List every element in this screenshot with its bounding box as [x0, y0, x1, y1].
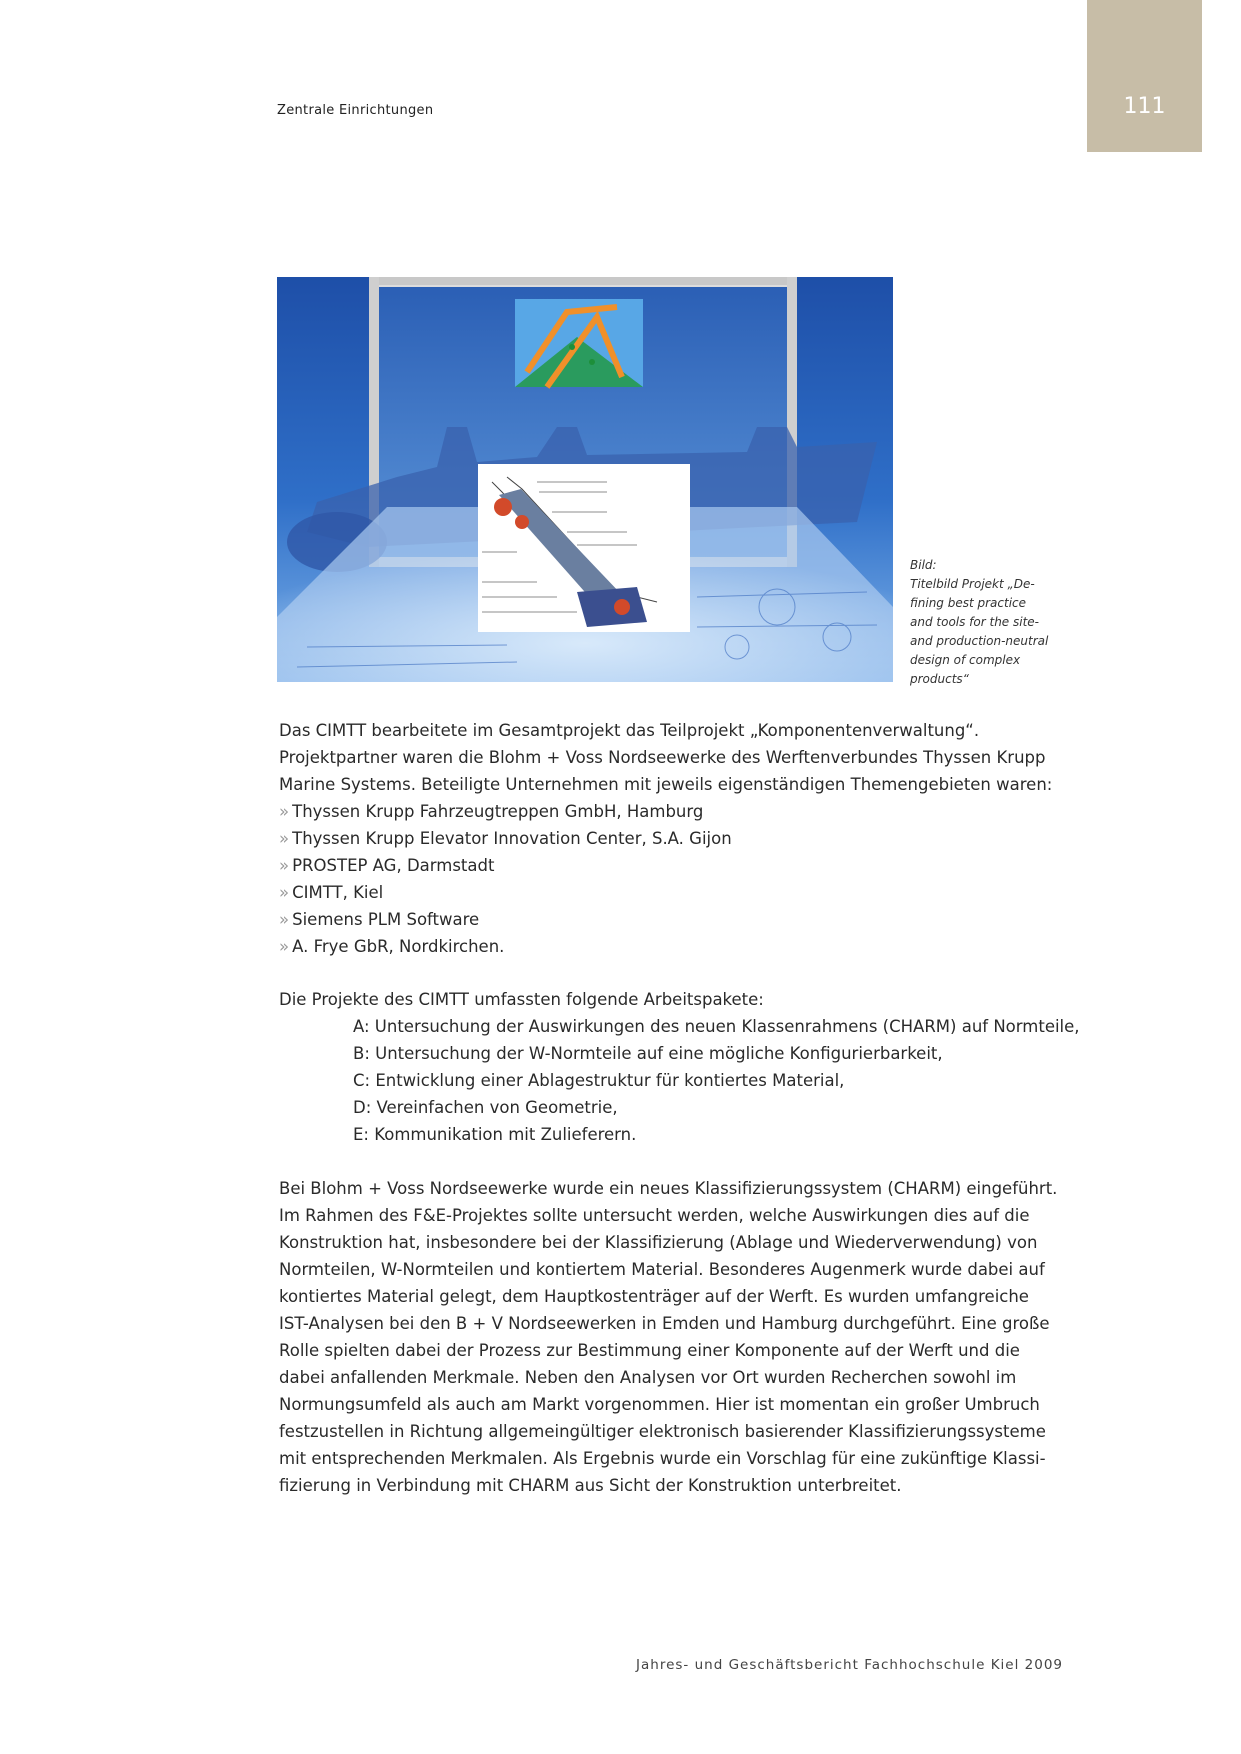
title-image: [277, 277, 893, 682]
text-line: fizierung in Verbindung mit CHARM aus Sicht der Konstruktion unterbreitet.: [279, 1476, 902, 1495]
list-item: [279, 906, 732, 933]
bullet-marker: »: [279, 856, 290, 875]
bullet-marker: »: [279, 829, 290, 848]
page-footer: Jahres- und Geschäftsbericht Fachhochschule Kiel 2009: [636, 1657, 1063, 1673]
bullet-marker: »: [279, 910, 290, 929]
figure-caption: [910, 556, 1070, 689]
caption-line: fining best practice: [910, 596, 1027, 610]
title-image-illustration: [277, 277, 893, 682]
section-header: Zentrale Einrichtungen: [277, 103, 434, 118]
list-item-text: Thyssen Krupp Elevator Innovation Center, S.A. Gijon: [292, 829, 732, 848]
body-paragraph: [279, 1175, 1057, 1499]
intro-paragraph: [279, 717, 1052, 798]
list-item-text: PROSTEP AG, Darmstadt: [292, 856, 495, 875]
work-package-item: C: Entwicklung einer Ablagestruktur für kontiertes Material,: [353, 1071, 845, 1090]
packages-intro: Die Projekte des CIMTT umfassten folgende Arbeitspakete:: [279, 990, 764, 1009]
work-package-item: E: Kommunikation mit Zulieferern.: [353, 1125, 637, 1144]
work-package-list: [353, 1013, 1080, 1148]
company-list: [279, 798, 732, 960]
caption-line: products“: [910, 672, 969, 686]
text-line: Marine Systems. Beteiligte Unternehmen mit jeweils eigenständigen Themengebieten waren:: [279, 775, 1053, 794]
list-item-text: Thyssen Krupp Fahrzeugtreppen GmbH, Hamburg: [292, 802, 704, 821]
list-item: [279, 825, 732, 852]
caption-line: and tools for the site-: [910, 615, 1040, 629]
text-line: IST-Analysen bei den B + V Nordseewerken in Emden und Hamburg durchgeführt. Eine große: [279, 1314, 1050, 1333]
text-line: dabei anfallenden Merkmale. Neben den Analysen vor Ort wurden Recherchen sowohl im: [279, 1368, 1017, 1387]
list-item-text: Siemens PLM Software: [292, 910, 480, 929]
text-line: Rolle spielten dabei der Prozess zur Bestimmung einer Komponente auf der Werft und die: [279, 1341, 1020, 1360]
text-line: Projektpartner waren die Blohm + Voss Nordseewerke des Werftenverbundes Thyssen Krupp: [279, 748, 1046, 767]
caption-line: Titelbild Projekt „De-: [910, 577, 1035, 591]
text-line: Bei Blohm + Voss Nordseewerke wurde ein neues Klassifizierungssystem (CHARM) eingeführt.: [279, 1179, 1058, 1198]
text-line: festzustellen in Richtung allgemeingültiger elektronisch basierender Klassifizierungssysteme: [279, 1422, 1046, 1441]
work-package-item: A: Untersuchung der Auswirkungen des neuen Klassenrahmens (CHARM) auf Normteile,: [353, 1017, 1080, 1036]
work-package-item: D: Vereinfachen von Geometrie,: [353, 1098, 618, 1117]
caption-line: and production-neutral: [910, 634, 1049, 648]
list-item: [279, 933, 732, 960]
caption-line: Bild:: [910, 558, 937, 572]
list-item: [279, 798, 732, 825]
list-item: [279, 879, 732, 906]
work-package-item: B: Untersuchung der W-Normteile auf eine mögliche Konfigurierbarkeit,: [353, 1044, 943, 1063]
text-line: Das CIMTT bearbeitete im Gesamtprojekt das Teilprojekt „Komponentenverwaltung“.: [279, 721, 980, 740]
text-line: Konstruktion hat, insbesondere bei der Klassifizierung (Ablage und Wiederverwendung) von: [279, 1233, 1038, 1252]
page-number: 111: [1123, 94, 1166, 119]
list-item-text: CIMTT, Kiel: [292, 883, 384, 902]
list-item: [279, 852, 732, 879]
list-item-text: A. Frye GbR, Nordkirchen.: [292, 937, 505, 956]
bullet-marker: »: [279, 937, 290, 956]
text-line: Im Rahmen des F&E-Projektes sollte untersucht werden, welche Auswirkungen dies auf die: [279, 1206, 1030, 1225]
page-number-tab: [1087, 0, 1202, 152]
text-line: mit entsprechenden Merkmalen. Als Ergebnis wurde ein Vorschlag für eine zukünftige Klassi-: [279, 1449, 1046, 1468]
text-line: kontiertes Material gelegt, dem Hauptkostenträger auf der Werft. Es wurden umfangreiche: [279, 1287, 1029, 1306]
caption-line: design of complex: [910, 653, 1021, 667]
bullet-marker: »: [279, 883, 290, 902]
text-line: Normteilen, W-Normteilen und kontiertem Material. Besonderes Augenmerk wurde dabei auf: [279, 1260, 1045, 1279]
bullet-marker: »: [279, 802, 290, 821]
text-line: Normungsumfeld als auch am Markt vorgenommen. Hier ist momentan ein großer Umbruch: [279, 1395, 1040, 1414]
